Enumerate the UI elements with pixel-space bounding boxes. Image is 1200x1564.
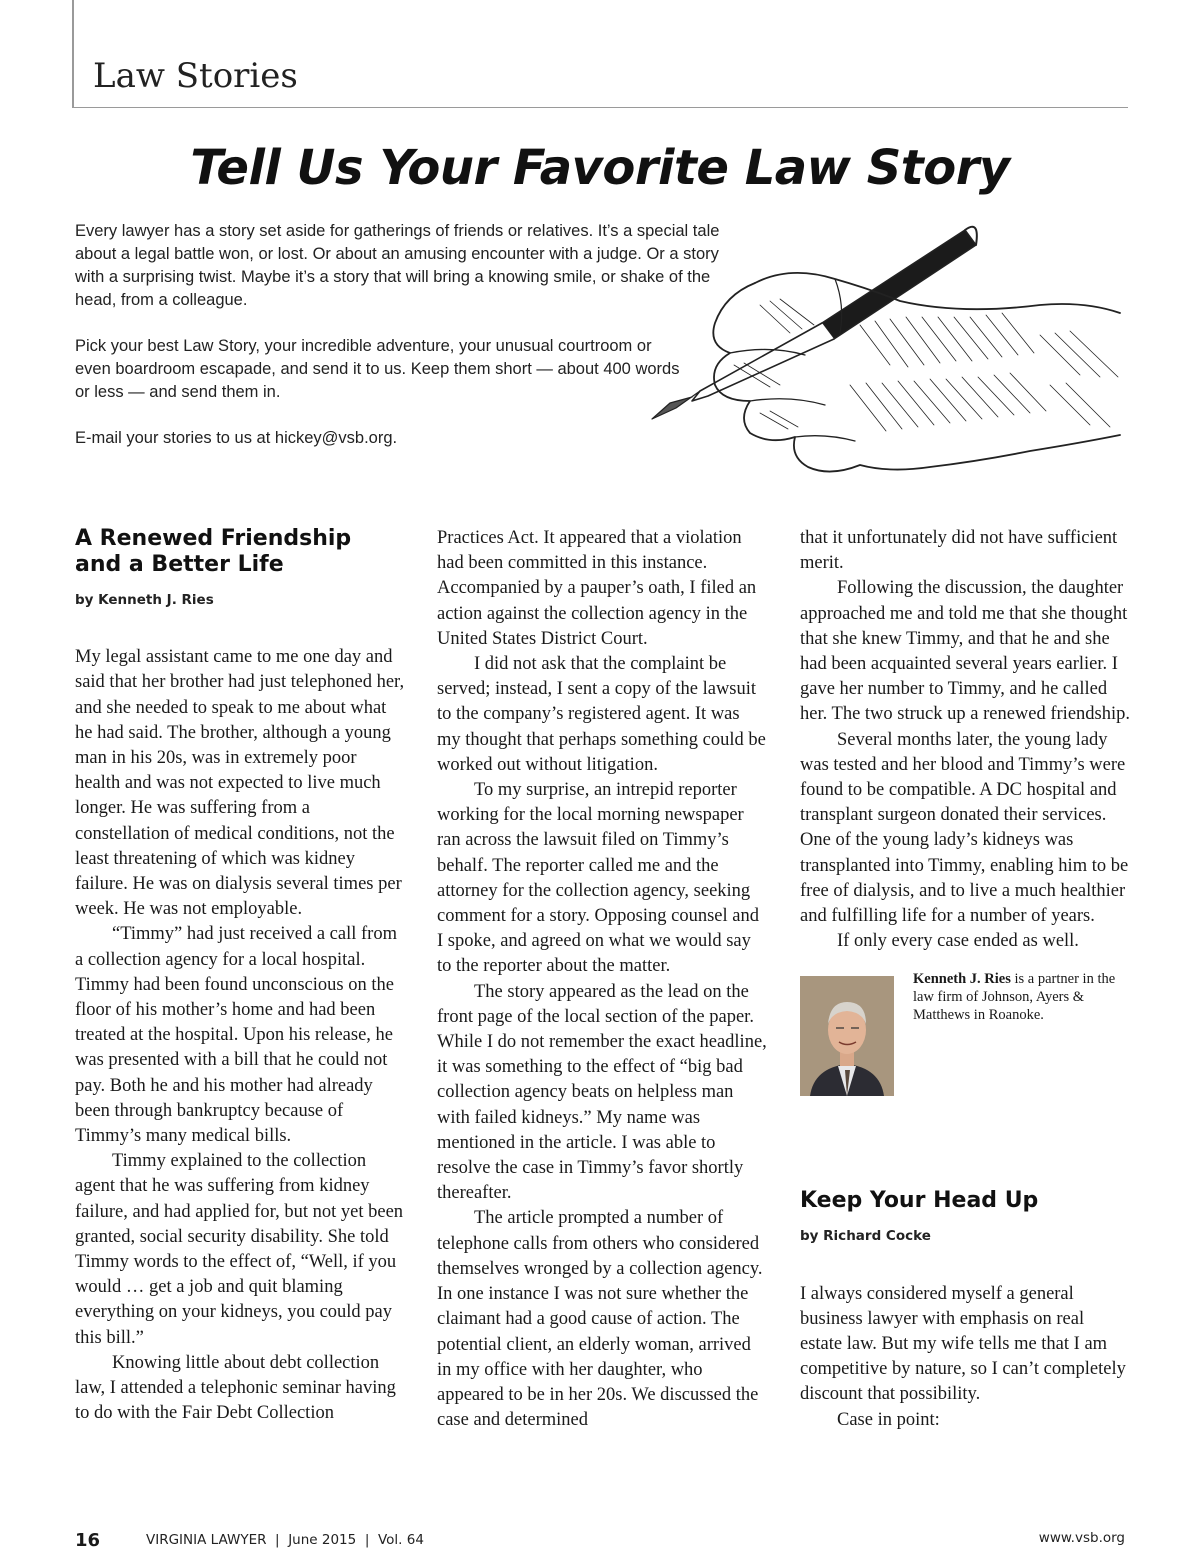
- author-bio-text: [913, 970, 1130, 1024]
- author-bio-description: is a partner in the law firm of Johnson, Ayers & Matthews in Roanoke.: [913, 971, 1116, 1024]
- article-paragraph: Following the discussion, the daughter approached me and told me that she thought that she knew Timmy, and that he and she had been acquainted several years earlier. I gave her number to Timmy, and he called her. The two struck up a renewed friendship.: [800, 578, 1130, 725]
- article-paragraph: To my surprise, an intrepid reporter working for the local morning newspaper ran across the lawsuit filed on Timmy’s behalf. The reporter called me and the attorney for the collection agency, seeking comment for a story. Opposing counsel and I spoke, and agreed on what we would say to the reporter about the matter.: [437, 780, 759, 977]
- intro-paragraph: Pick your best Law Story, your incredible adventure, your unusual courtroom or even boardroom escapade, and send it to us. Keep them short — about 400 words or less — and send them in.: [75, 337, 680, 401]
- publication-info: VIRGINIA LAWYER | June 2015 | Vol. 64: [146, 1532, 424, 1548]
- article-paragraph: Timmy explained to the collection agent that he was suffering from kidney failure, and had applied for, but not yet been granted, social security disability. She told Timmy words to the effect of, “Well, if you would … get a job and quit blaming everything on your kidneys, you could pay this bill.”: [75, 1151, 404, 1348]
- section-title: Law Stories: [93, 56, 298, 96]
- article-paragraph: The story appeared as the lead on the front page of the local section of the paper. While I do not remember the exact headline, it was something to the effect of “big bad collection agency beats on helpless man with failed kidneys.” My name was mentioned in the article. I was able to resolve the case in Timmy’s favor shortly thereafter.: [437, 981, 767, 1204]
- article-paragraph: Knowing little about debt collection law, I attended a telephonic seminar having to do with the Fair Debt Collection: [75, 1352, 396, 1424]
- article-paragraph: If only every case ended as well.: [837, 931, 1079, 952]
- header-rule-vertical: [72, 0, 74, 108]
- article-byline: by Richard Cocke: [800, 1228, 931, 1245]
- hand-with-pen-illustration: [630, 205, 1125, 495]
- author-bio-name: Kenneth J. Ries: [913, 971, 1011, 988]
- article-byline: by Kenneth J. Ries: [75, 592, 214, 608]
- article-paragraph: My legal assistant came to me one day and said that her brother had just telephoned her, and she needed to speak to me about what he had said. The brother, although a young man in his 20s, was in extremely poor health and was not expected to live much longer. He was suffering from a constellation of medical conditions, not the least threatening of which was kidney failure. He was on dialysis several times per week. He was not employable.: [75, 647, 405, 920]
- article-paragraph: “Timmy” had just received a call from a collection agency for a local hospital. Timmy had been found unconscious on the floor of his mother’s home and had been treated at the hospital. Upon his release, he was presented with a bill that he could not pay. Both he and his mother had already been through bankruptcy because of Timmy’s many medical bills.: [75, 924, 397, 1147]
- article-title: A Renewed Friendship and a Better Life: [75, 526, 352, 577]
- website-url: www.vsb.org: [1038, 1530, 1125, 1546]
- article-paragraph: that it unfortunately did not have sufficient merit.: [800, 528, 1118, 574]
- article-paragraph: I did not ask that the complaint be served; instead, I sent a copy of the lawsuit to the company’s registered agent. It was my thought that perhaps something could be worked out without litigation.: [437, 654, 766, 775]
- article-title: Keep Your Head Up: [800, 1188, 1039, 1214]
- author-photo: [800, 976, 894, 1096]
- author-bio: [800, 970, 1130, 1096]
- article-paragraph: Case in point:: [837, 1409, 940, 1430]
- article-paragraph: Several months later, the young lady was tested and her blood and Timmy’s were found to be compatible. A DC hospital and transplant surgeon donated their services. One of the young lady’s kidneys was transplanted into Timmy, enabling him to be free of dialysis, and to live a much healthier and fulfilling life for a number of years.: [800, 729, 1129, 927]
- column-3: [800, 526, 1130, 1433]
- article-paragraph: Practices Act. It appeared that a violation had been committed in this instance. Accompanied by a pauper’s oath, I filed an action against the collection agency in the United States District Court.: [437, 528, 757, 649]
- column-1: [75, 526, 405, 1427]
- intro-paragraph: Every lawyer has a story set aside for gatherings of friends or relatives. It’s a special tale about a legal battle won, or lost. Or about an amusing encounter with a judge. Or a story with a surprising twist. Maybe it’s a story that will bring a knowing smile, or shake of the head, from a colleague.: [75, 222, 720, 309]
- column-2: [437, 526, 767, 1433]
- article-paragraph: I always considered myself a general business lawyer with emphasis on real estate law. But my wife tells me that I am competitive by nature, so I can’t completely discount that possibility.: [800, 1283, 1126, 1405]
- header-rule-horizontal: [72, 107, 1128, 108]
- page-number: 16: [75, 1530, 101, 1551]
- intro-email-line: E-mail your stories to us at hickey@vsb.org.: [75, 429, 398, 447]
- page-title: Tell Us Your Favorite Law Story: [190, 140, 1010, 196]
- article-paragraph: The article prompted a number of telephone calls from others who considered themselves wronged by a collection agency. In one instance I was not sure whether the claimant had a good cause of action. The potential client, an elderly woman, arrived in my office with her daughter, who appeared to be in her 20s. We discussed the case and determined: [437, 1208, 763, 1431]
